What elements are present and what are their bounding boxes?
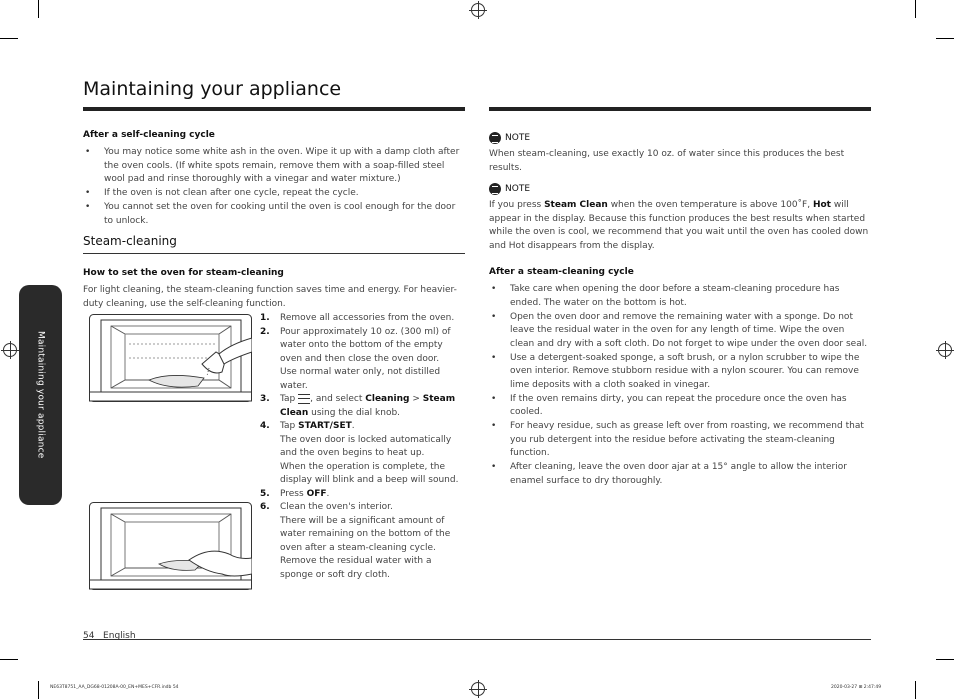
step-number: 1. <box>260 313 270 323</box>
note-text: If you press Steam Clean when the oven temperature is above 100˚F, Hot will appear in the display. Because this function produces the best results when started while the oven is cool, we recommend that you wait until the oven has cooled down and Hot disappears from the display. <box>489 200 869 251</box>
list-item: • You may notice some white ash in the oven. Wipe it up with a damp cloth after the oven cools. (If white spots remain, remove them with a soap-filled steel wool pad and rinse thoroughly with a vinegar and water mixture.) <box>83 146 465 187</box>
list-item: • If the oven is not clean after one cycle, repeat the cycle. <box>83 187 465 201</box>
step-note: There will be a significant amount of water remaining on the bottom of the oven after a steam-cleaning cycle. Remove the residual water with a sponge or soft dry cloth. <box>280 515 451 580</box>
step-item: 5. Press OFF. <box>260 488 466 502</box>
list-item: • If the oven remains dirty, you can repeat the procedure once the oven has cooled. <box>489 393 871 420</box>
footer-language: English <box>103 631 136 641</box>
note-icon <box>489 183 501 195</box>
note-icon <box>489 132 501 144</box>
list-item: • Use a detergent-soaked sponge, a soft brush, or a nylon scrubber to wipe the oven interior. Remove stubborn residue with a nylon scourer. You can remove lime deposits with a cloth soaked in vinegar. <box>489 352 871 393</box>
print-date: 2020-03-27 ⊞ 2:47:49 <box>831 685 882 690</box>
crop-mark <box>915 0 916 18</box>
step-text: Remove all accessories from the oven. <box>280 313 455 323</box>
print-file-slug: NE63T8751_AA_DG68-01208A-00_EN+MES+CFR.indb 54 <box>50 685 179 690</box>
title-rule-left <box>83 107 465 111</box>
registration-mark-icon <box>471 682 485 696</box>
step-item <box>260 312 466 326</box>
list-item: • You cannot set the oven for cooking until the oven is cool enough for the door to unlock. <box>83 201 465 228</box>
list-item: • Take care when opening the door before a steam-cleaning procedure has ended. The water on the bottom is hot. <box>489 283 871 310</box>
after-self-clean-list <box>83 146 465 229</box>
step-note: The oven door is locked automatically and the oven begins to heat up. <box>280 434 452 458</box>
note-label: NOTE <box>505 184 531 194</box>
step-number: 6. <box>260 502 270 512</box>
menu-icon <box>298 394 310 404</box>
crop-mark <box>0 38 18 39</box>
page-number: 54 <box>83 631 95 641</box>
oven-pour-water-illustration <box>89 314 252 402</box>
crop-mark <box>915 681 916 699</box>
steam-steps-list <box>260 312 466 582</box>
note-label: NOTE <box>505 133 531 143</box>
after-self-clean-heading: After a self-cleaning cycle <box>83 130 215 140</box>
title-rule-right <box>489 107 871 111</box>
oven-wipe-interior-illustration <box>89 502 252 590</box>
after-steam-list <box>489 283 871 489</box>
step-number: 4. <box>260 421 270 431</box>
step-note: Use normal water only, not distilled water. <box>280 367 441 391</box>
section-rule <box>83 253 465 254</box>
crop-mark <box>38 681 39 699</box>
step-number: 2. <box>260 326 270 337</box>
registration-mark-icon <box>3 343 17 357</box>
steam-how-to-heading: How to set the oven for steam-cleaning <box>83 268 284 278</box>
after-steam-heading: After a steam-cleaning cycle <box>489 267 634 277</box>
crop-mark <box>38 0 39 18</box>
crop-mark <box>0 659 18 660</box>
page-title: Maintaining your appliance <box>83 78 342 100</box>
registration-mark-icon <box>938 343 952 357</box>
page-footer <box>83 631 136 641</box>
crop-mark <box>936 659 954 660</box>
note-box <box>489 183 871 253</box>
list-item: • Open the oven door and remove the remaining water with a sponge. Do not leave the residual water in the oven for any length of time. Wipe the oven clean and dry with a soft cloth. Do not forget to wipe under the oven door seal. <box>489 311 871 352</box>
steam-intro: For light cleaning, the steam-cleaning function saves time and energy. For heavier-duty cleaning, use the self-cleaning function. <box>83 285 457 309</box>
step-text: Pour approximately 10 oz. (300 ml) of water onto the bottom of the empty oven and then close the oven door. <box>280 326 451 364</box>
list-item: • After cleaning, leave the oven door ajar at a 15° angle to allow the interior enamel surface to dry thoroughly. <box>489 461 871 488</box>
step-text: Clean the oven's interior. <box>280 502 393 512</box>
step-item <box>260 326 466 394</box>
crop-mark <box>936 38 954 39</box>
note-box <box>489 132 871 175</box>
list-item: • For heavy residue, such as grease left over from roasting, we recommend that you rub detergent into the residue before activating the steam-cleaning function. <box>489 420 871 461</box>
footer-rule <box>83 639 871 640</box>
step-item <box>260 501 466 582</box>
section-side-tab-label: Maintaining your appliance <box>35 331 46 459</box>
step-item: 4. Tap START/SET. The oven door is locked automatically and the oven begins to heat up. When the operation is complete, the display will blink and a beep will sound. <box>260 421 459 485</box>
registration-mark-icon <box>471 3 485 17</box>
note-text: When steam-cleaning, use exactly 10 oz. of water since this produces the best results. <box>489 149 845 173</box>
steam-cleaning-heading: Steam-cleaning <box>83 234 177 248</box>
step-number: 5. <box>260 488 270 499</box>
step-number: 3. <box>260 394 270 404</box>
step-item: 3. Tap , and select Cleaning > Steam Clean using the dial knob. <box>260 394 456 418</box>
step-note: When the operation is complete, the display will blink and a beep will sound. <box>280 461 459 485</box>
